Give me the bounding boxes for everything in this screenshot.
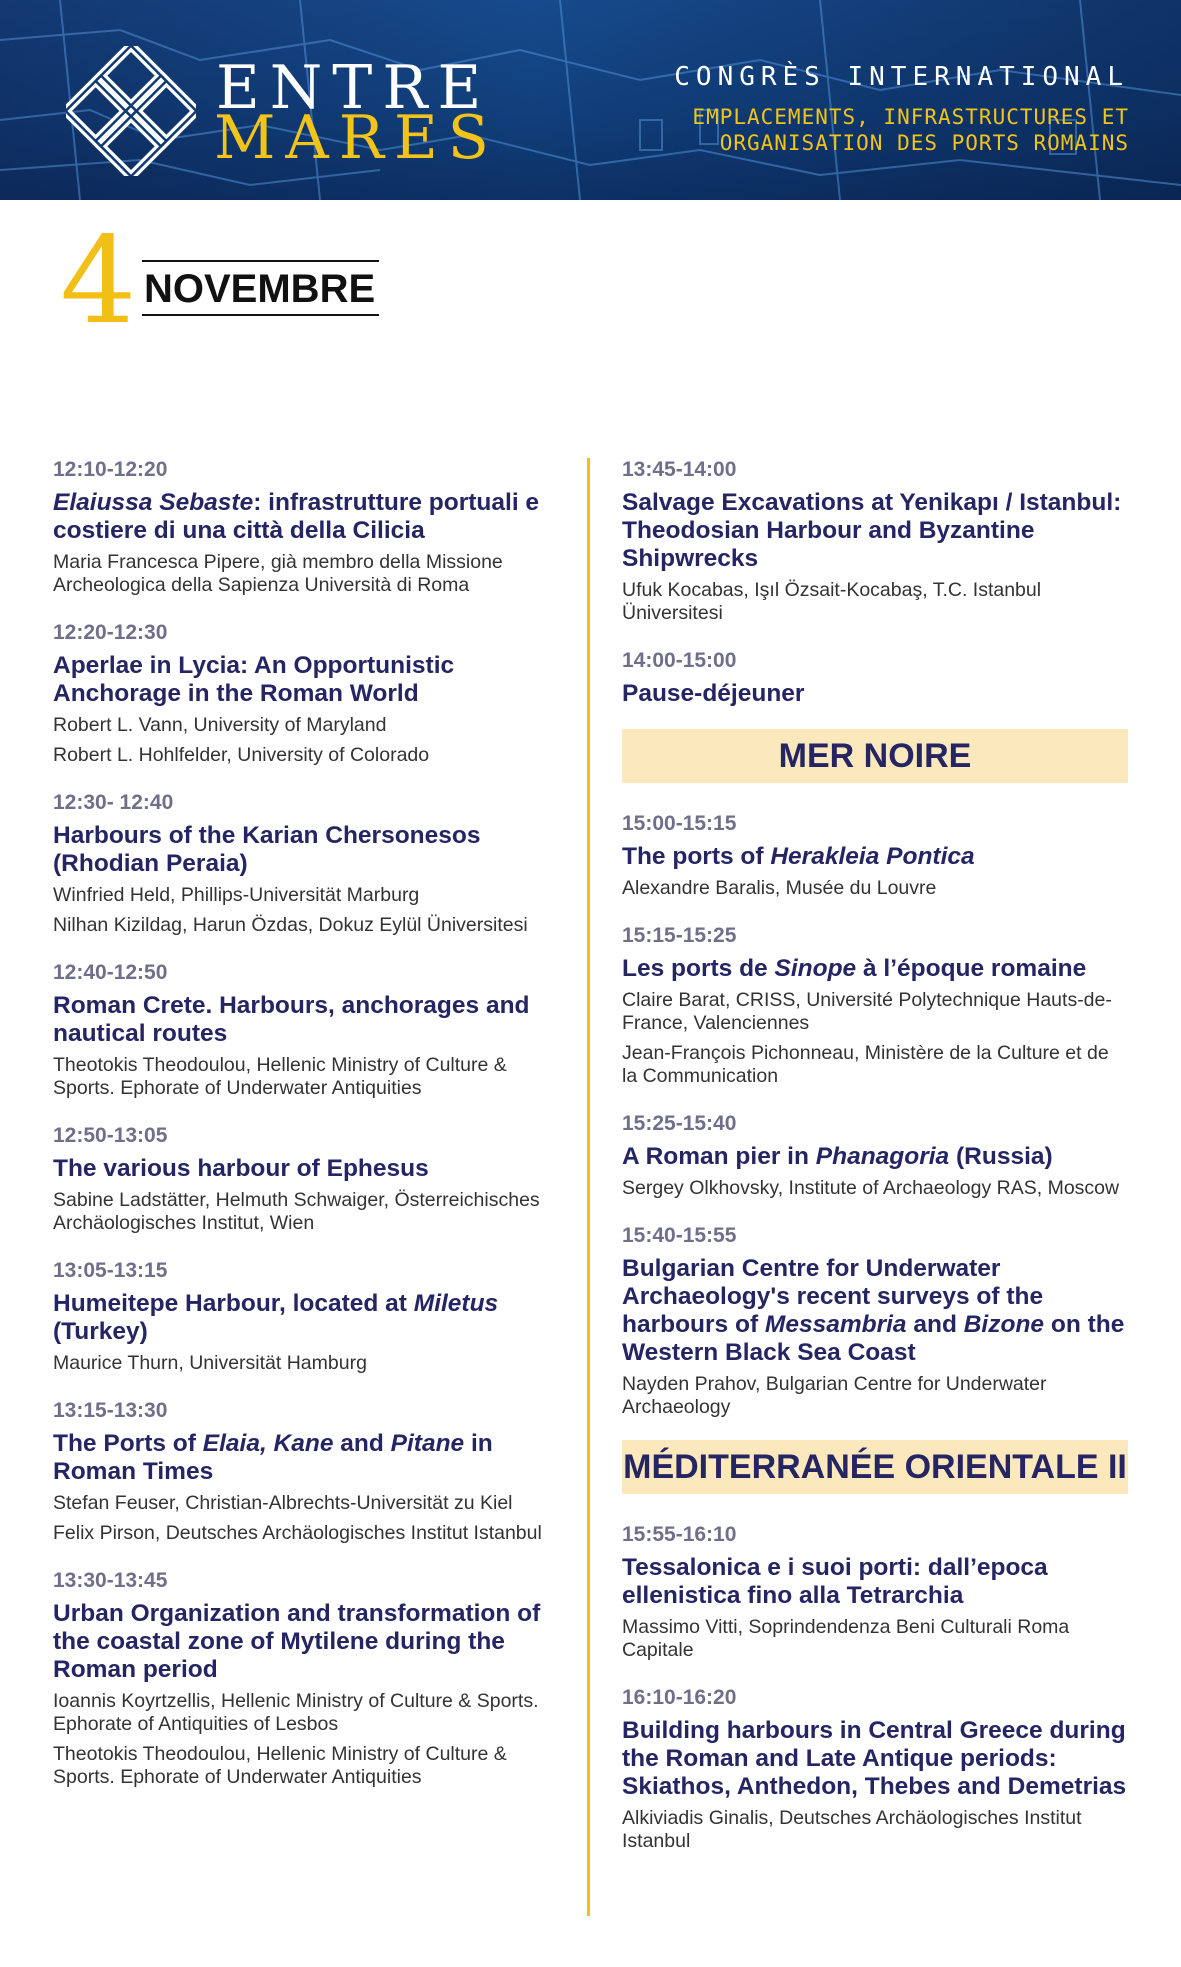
session-author: Nilhan Kizildag, Harun Özdas, Dokuz Eylül Üniversitesi bbox=[53, 914, 528, 936]
session-time: 12:20-12:30 bbox=[53, 621, 168, 644]
session-slot bbox=[622, 809, 1128, 900]
session-title bbox=[53, 489, 563, 545]
session-title-italic: Miletus bbox=[413, 1290, 499, 1317]
session-title bbox=[53, 1430, 563, 1486]
session-title-italic: Sinope bbox=[774, 955, 857, 982]
section-heading: MER NOIRE bbox=[622, 729, 1128, 783]
brand-name-bottom: MARES bbox=[214, 103, 499, 173]
session-slot bbox=[53, 958, 563, 1100]
session-author: Ufuk Kocabas, Işıl Özsait-Kocabaş, T.C. Istanbul Üniversitesi bbox=[622, 579, 1042, 624]
session-title bbox=[622, 1255, 1128, 1367]
session-title bbox=[622, 489, 1128, 573]
session-author: Jean-François Pichonneau, Ministère de la Culture et de la Communication bbox=[622, 1042, 1109, 1087]
session-slot bbox=[622, 646, 1128, 708]
session-time: 16:10-16:20 bbox=[622, 1686, 737, 1709]
session-author: Sabine Ladstätter, Helmuth Schwaiger, Österreichisches Archäologisches Institut, Wien bbox=[53, 1189, 540, 1234]
session-author: Stefan Feuser, Christian-Albrechts-Universität zu Kiel bbox=[53, 1492, 513, 1514]
session-title bbox=[622, 680, 1128, 708]
session-author: Alexandre Baralis, Musée du Louvre bbox=[622, 877, 937, 899]
session-title-italic: Herakleia Pontica bbox=[770, 843, 975, 870]
brand-name-top: ENTRE bbox=[216, 53, 492, 123]
session-title-part: Harbours of the Karian Chersonesos (Rhodian Peraia) bbox=[53, 822, 481, 877]
session-author: Theotokis Theodoulou, Hellenic Ministry of Culture & Sports. Ephorate of Underwater Antiquities bbox=[53, 1743, 507, 1788]
session-time: 15:25-15:40 bbox=[622, 1112, 737, 1135]
session-author: Maria Francesca Pipere, già membro della Missione Archeologica della Sapienza Università di Roma bbox=[53, 551, 503, 596]
session-title bbox=[622, 955, 1128, 983]
session-slot bbox=[622, 1221, 1128, 1419]
session-title bbox=[53, 1290, 563, 1346]
congress-subtitle bbox=[692, 104, 1129, 156]
session-title-part: Humeitepe Harbour, located at bbox=[53, 1290, 414, 1317]
session-title-italic: Messambria bbox=[764, 1311, 907, 1338]
session-title-part: (Russia) bbox=[949, 1143, 1053, 1170]
session-time: 12:10-12:20 bbox=[53, 458, 168, 481]
session-title-italic: Elaia, Kane bbox=[202, 1430, 334, 1457]
session-time: 13:45-14:00 bbox=[622, 458, 737, 481]
session-time: 14:00-15:00 bbox=[622, 649, 737, 672]
section-heading: MÉDITERRANÉE ORIENTALE II bbox=[622, 1440, 1128, 1494]
session-slot bbox=[53, 455, 563, 597]
session-title bbox=[53, 1155, 563, 1183]
session-title bbox=[53, 652, 563, 708]
session-author: Alkiviadis Ginalis, Deutsches Archäologisches Institut Istanbul bbox=[622, 1807, 1082, 1852]
session-slot bbox=[53, 618, 563, 767]
session-time: 13:05-13:15 bbox=[53, 1259, 168, 1282]
session-slot bbox=[622, 921, 1128, 1088]
session-title-part: Aperlae in Lycia: An Opportunistic Anchorage in the Roman World bbox=[53, 652, 455, 707]
session-time: 15:15-15:25 bbox=[622, 924, 737, 947]
session-title-part: Roman Crete. Harbours, anchorages and nautical routes bbox=[53, 992, 530, 1047]
session-author: Felix Pirson, Deutsches Archäologisches Institut Istanbul bbox=[53, 1522, 542, 1544]
date-day: 4 bbox=[60, 212, 137, 351]
session-title bbox=[622, 1554, 1128, 1610]
session-title-part: Salvage Excavations at Yenikapı / Istanbul: Theodosian Harbour and Byzantine Shipwrecks bbox=[622, 489, 1122, 572]
congress-label: CONGRÈS INTERNATIONAL bbox=[674, 62, 1129, 92]
session-time: 15:00-15:15 bbox=[622, 812, 737, 835]
session-slot bbox=[622, 455, 1128, 625]
session-author: Robert L. Vann, University of Maryland bbox=[53, 714, 387, 736]
session-author: Sergey Olkhovsky, Institute of Archaeology RAS, Moscow bbox=[622, 1177, 1120, 1199]
schedule-right-column bbox=[622, 455, 1128, 1874]
session-title bbox=[622, 1143, 1128, 1171]
session-title-part: Pause-déjeuner bbox=[622, 680, 805, 707]
session-title-part: and bbox=[333, 1430, 391, 1457]
header-banner bbox=[0, 0, 1181, 200]
session-title-part: à l’époque romaine bbox=[856, 955, 1087, 982]
session-slot bbox=[53, 1121, 563, 1235]
session-title bbox=[622, 843, 1128, 871]
session-title-part: The various harbour of Ephesus bbox=[53, 1155, 429, 1182]
date-month: NOVEMBRE bbox=[142, 260, 379, 316]
session-author: Robert L. Hohlfelder, University of Colorado bbox=[53, 744, 430, 766]
session-author: Claire Barat, CRISS, Université Polytechnique Hauts-de-France, Valenciennes bbox=[622, 989, 1112, 1034]
session-title-part: Urban Organization and transformation of the coastal zone of Mytilene during the Roman period bbox=[53, 1600, 541, 1683]
subtitle-line-2: ORGANISATION DES PORTS ROMAINS bbox=[719, 131, 1129, 155]
entremares-knot-logo bbox=[66, 46, 196, 176]
session-author: Theotokis Theodoulou, Hellenic Ministry of Culture & Sports. Ephorate of Underwater Antiquities bbox=[53, 1054, 507, 1099]
session-title-part: (Turkey) bbox=[53, 1318, 148, 1345]
session-title-part: Bulgarian Centre for Underwater Archaeology's recent surveys of the harbours of bbox=[622, 1255, 1044, 1338]
session-time: 13:15-13:30 bbox=[53, 1399, 168, 1422]
session-title-italic: Pitane bbox=[390, 1430, 465, 1457]
session-slot bbox=[53, 1256, 563, 1375]
session-title-part: Les ports de bbox=[622, 955, 775, 982]
session-title-part: The Ports of bbox=[53, 1430, 203, 1457]
session-author: Nayden Prahov, Bulgarian Centre for Underwater Archaeology bbox=[622, 1373, 1047, 1418]
session-slot bbox=[53, 1396, 563, 1545]
session-title-part: Building harbours in Central Greece during the Roman and Late Antique periods: Skiathos, Anthedon, Thebes and Demetrias bbox=[622, 1717, 1127, 1800]
session-author: Massimo Vitti, Soprindendenza Beni Culturali Roma Capitale bbox=[622, 1616, 1070, 1661]
session-title-part: Tessalonica e i suoi porti: dall’epoca ellenistica fino alla Tetrarchia bbox=[622, 1554, 1048, 1609]
session-title bbox=[53, 822, 563, 878]
session-time: 15:40-15:55 bbox=[622, 1224, 737, 1247]
session-title-part: : infrastrutture portuali e costiere di una città della Cilicia bbox=[53, 489, 540, 544]
session-title-italic: Bizone bbox=[963, 1311, 1045, 1338]
session-time: 12:50-13:05 bbox=[53, 1124, 168, 1147]
column-divider bbox=[587, 458, 590, 1916]
session-slot bbox=[622, 1109, 1128, 1200]
session-slot bbox=[53, 788, 563, 937]
schedule-left-column bbox=[53, 455, 563, 1810]
session-time: 15:55-16:10 bbox=[622, 1523, 737, 1546]
session-slot bbox=[622, 1683, 1128, 1853]
session-title-part: A Roman pier in bbox=[622, 1143, 816, 1170]
session-time: 12:40-12:50 bbox=[53, 961, 168, 984]
session-author: Ioannis Koyrtzellis, Hellenic Ministry of Culture & Sports. Ephorate of Antiquities of Lesbos bbox=[53, 1690, 539, 1735]
session-time: 12:30- 12:40 bbox=[53, 791, 174, 814]
session-author: Winfried Held, Phillips-Universität Marburg bbox=[53, 884, 420, 906]
session-title bbox=[622, 1717, 1128, 1801]
session-title bbox=[53, 992, 563, 1048]
session-title-part: in Roman Times bbox=[53, 1430, 493, 1485]
session-slot bbox=[622, 1520, 1128, 1662]
session-time: 13:30-13:45 bbox=[53, 1569, 168, 1592]
session-slot bbox=[53, 1566, 563, 1789]
subtitle-line-1: EMPLACEMENTS, INFRASTRUCTURES ET bbox=[692, 105, 1129, 129]
session-title-part: on the Western Black Sea Coast bbox=[622, 1311, 1125, 1366]
session-title-part: and bbox=[906, 1311, 964, 1338]
session-title-italic: Phanagoria bbox=[815, 1143, 950, 1170]
session-title-part: The ports of bbox=[622, 843, 771, 870]
session-title bbox=[53, 1600, 563, 1684]
session-title-italic: Elaiussa Sebaste bbox=[53, 489, 254, 516]
session-author: Maurice Thurn, Universität Hamburg bbox=[53, 1352, 367, 1374]
